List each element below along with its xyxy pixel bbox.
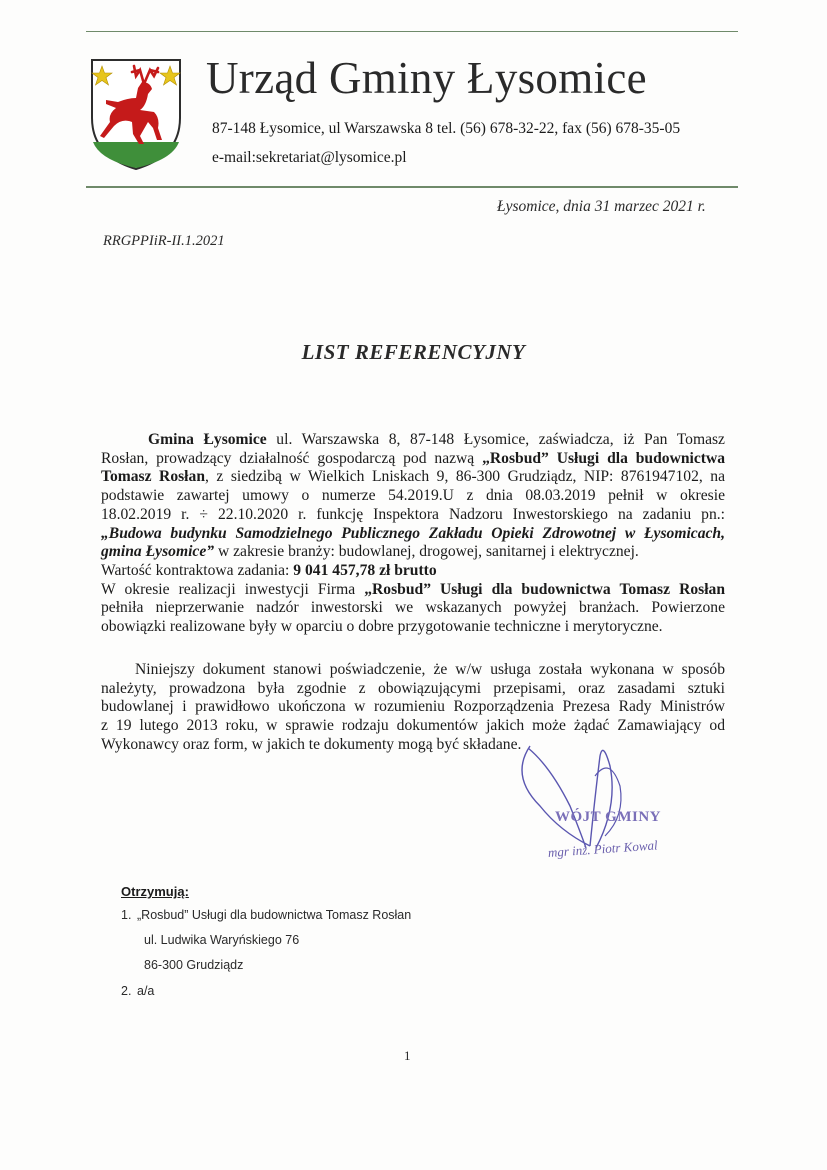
text-line: podstawie zawartej umowy o numerze 54.2019.U z dnia 08.03.2019 pełnił w okresie	[101, 487, 725, 505]
text-run: W okresie realizacji inwestycji Firma	[101, 580, 365, 598]
recipient-name: „Rosbud” Usługi dla budownictwa Tomasz Rosłan	[137, 908, 412, 922]
recipient-number: 2.	[121, 984, 132, 998]
text-run: , z siedzibą w Wielkich Lniskach 9, 86-300 Grudziądz, NIP: 8761947102, na	[205, 468, 726, 486]
text-line: budowlanej i prawidłowo ukończona w rozumieniu Rozporządzenia Prezesa Rady Ministrów	[101, 698, 725, 716]
recipient-number: 1.	[121, 908, 132, 922]
office-address: 87-148 Łysomice, ul Warszawska 8 tel. (56) 678-32-22, fax (56) 678-35-05	[212, 120, 681, 137]
bold-text: Gmina Łysomice	[148, 431, 267, 448]
text-run: w zakresie branży: budowlanej, drogowej, sanitarnej i elektrycznej.	[214, 543, 639, 561]
text-line: należyty, prowadzona była zgodnie z obowiązującymi przepisami, oraz zasadami sztuki	[101, 679, 725, 697]
header-top-rule	[86, 31, 738, 32]
text-line	[101, 581, 725, 600]
page-number: 1	[404, 1048, 411, 1063]
text-run: ul. Warszawska 8, 87-148 Łysomice, zaświadcza, iż Pan Tomasz	[266, 431, 725, 448]
recipient-city: 86-300 Grudziądz	[144, 958, 244, 972]
text-line	[101, 431, 725, 450]
text-line	[101, 525, 725, 544]
recipient-name: a/a	[137, 984, 155, 998]
text-line: Wykonawcy oraz form, w jakich te dokumenty mogą być składane.	[101, 735, 522, 753]
reference-number: RRGPPIiR-II.1.2021	[103, 233, 225, 249]
document-title: LIST REFERENCYJNY	[301, 340, 526, 364]
text-line: obowiązki realizowane były w oparciu o dobre przygotowanie techniczne i merytoryczne.	[101, 618, 663, 636]
text-line: Niniejszy dokument stanowi poświadczenie, że w/w usługa została wykonana w sposób	[135, 661, 725, 678]
red-deer-coat-of-arms-icon	[88, 56, 184, 172]
text-line: pełniła nieprzerwanie nadzór inwestorski we wskazanych powyżej branżach. Powierzone	[101, 599, 725, 617]
text-line	[101, 562, 725, 581]
bold-text: „Rosbud” Usługi dla budownictwa Tomasz Rosłan	[364, 580, 725, 598]
bold-text: „Rosbud” Usługi dla budownictwa	[482, 449, 726, 467]
text-line: z 19 lutego 2013 roku, w sprawie rodzaju dokumentów jakich może żądać Zamawiający od	[101, 717, 725, 735]
text-run: Wartość kontraktowa zadania:	[101, 561, 294, 579]
signer-title: WÓJT GMINY	[555, 809, 661, 825]
paragraph-certification	[101, 431, 725, 637]
recipients-heading: Otrzymują:	[121, 884, 189, 899]
bold-italic-text: „Budowa budynku Samodzielnego Publicznego Zakładu Opieki Zdrowotnej w Łysomicach,	[101, 524, 725, 542]
place-and-date: Łysomice, dnia 31 marzec 2021 r.	[497, 198, 706, 215]
office-name: Urząd Gminy Łysomice	[206, 53, 647, 103]
text-line	[101, 543, 725, 562]
bold-text: Tomasz Rosłan	[101, 468, 205, 486]
text-line	[101, 450, 725, 469]
recipient-street: ul. Ludwika Waryńskiego 76	[144, 933, 300, 947]
text-line	[101, 468, 725, 487]
text-line: 18.02.2019 r. ÷ 22.10.2020 r. funkcję Inspektora Nadzoru Inwestorskiego na zadaniu pn.:	[101, 505, 725, 523]
bold-italic-text: gmina Łysomice”	[101, 543, 215, 561]
signer-name: mgr inż. Piotr Kowal	[547, 837, 659, 860]
contract-value: 9 041 457,78 zł brutto	[293, 561, 437, 579]
text-run: Rosłan, prowadzący działalność gospodarczą pod nazwą	[101, 449, 483, 467]
office-email: e-mail:sekretariat@lysomice.pl	[212, 149, 407, 166]
header-bottom-rule	[86, 186, 738, 188]
